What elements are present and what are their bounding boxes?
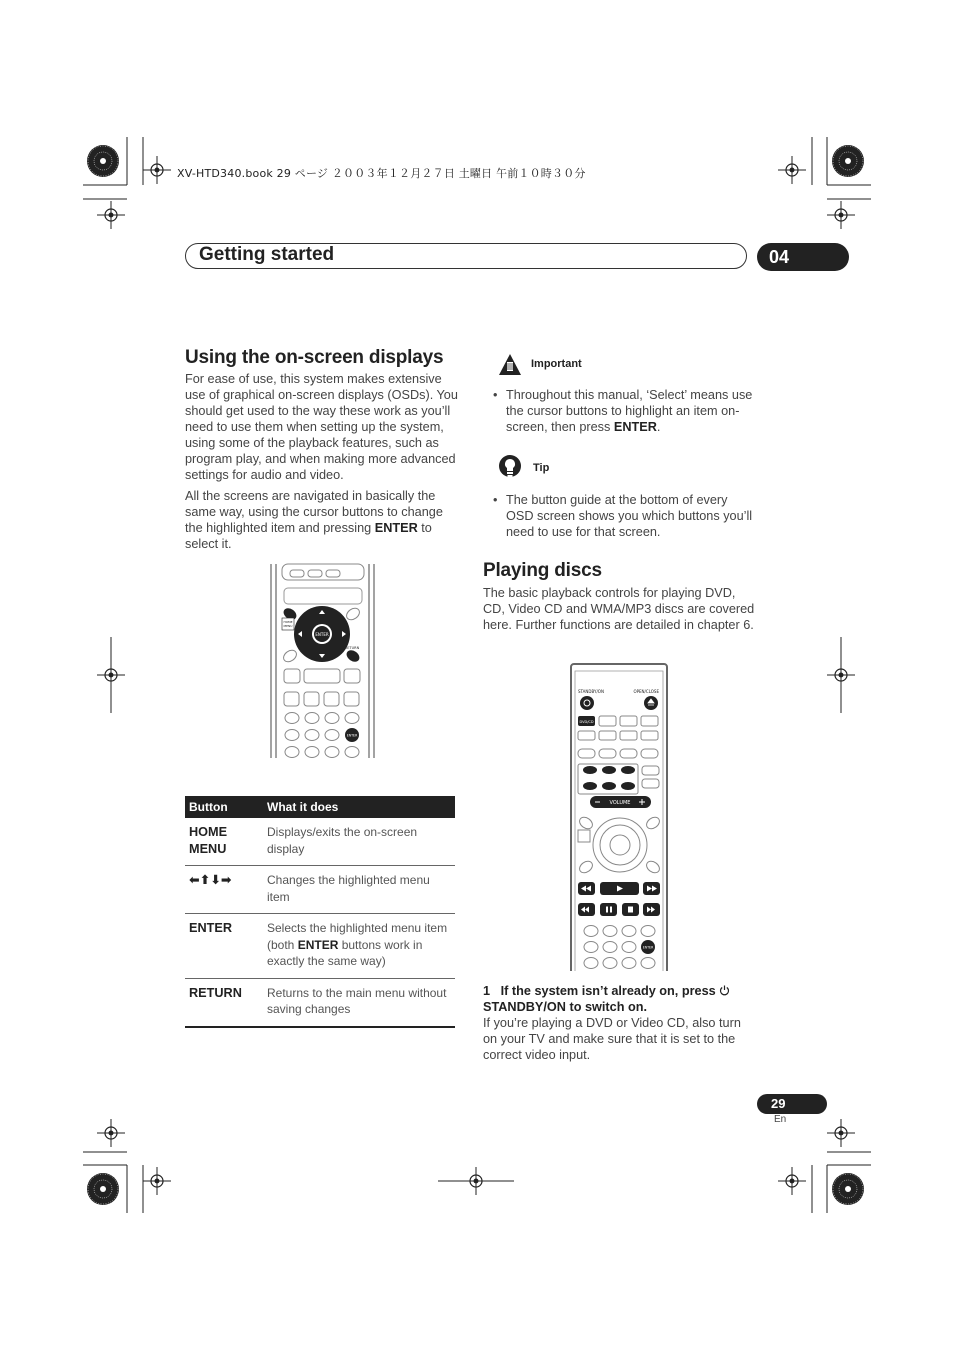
important-label: Important — [531, 358, 582, 370]
page-number-badge: 29 — [757, 1094, 827, 1114]
table-cell-description: Returns to the main menu without saving changes — [263, 978, 455, 1027]
book-file-header: XV-HTD340.book 29 ページ ２００３年１２月２７日 土曜日 午前１０時３０分 — [177, 167, 586, 180]
osd-intro-paragraph: For ease of use, this system makes extensive use of graphical on-screen displays (OSDs). You should get used to the way these work as you’ll need to use them when setting up the system, using some of the playback features, such as program play, and when making more advanced settings for audio and video. — [185, 372, 458, 482]
svg-text:ENTER: ENTER — [346, 733, 358, 738]
svg-text:MENU: MENU — [283, 624, 293, 628]
osd-navigation-paragraph: All the screens are navigated in basically the same way, using the cursor buttons to change the highlighted item and pressing ENTER to select it. — [185, 489, 443, 551]
svg-text:ENTER: ENTER — [315, 632, 329, 637]
svg-text:ENTER: ENTER — [642, 945, 654, 950]
tip-lightbulb-icon — [498, 455, 522, 481]
svg-text:OPEN/CLOSE: OPEN/CLOSE — [633, 689, 659, 694]
table-row — [185, 818, 455, 866]
table-cell-button: RETURN — [185, 978, 263, 1027]
table-cell-description: Displays/exits the on-screen display — [263, 818, 455, 866]
page-language-code: En — [774, 1114, 787, 1125]
section-heading-osd: Using the on-screen displays — [185, 347, 444, 368]
important-icon — [498, 353, 522, 377]
button-function-table — [185, 796, 455, 1028]
table-row — [185, 978, 455, 1027]
step-1-detail: If you’re playing a DVD or Video CD, also turn on your TV and make sure that it is set to the correct video input. — [483, 1016, 741, 1062]
table-cell-button: HOME MENU — [185, 818, 263, 866]
remote-cursor-illustration — [268, 562, 378, 762]
tip-label: Tip — [533, 462, 550, 474]
svg-text:DVD/CD: DVD/CD — [579, 720, 594, 724]
important-bullet: • Throughout this manual, ‘Select’ means use the cursor buttons to highlight an item on-screen, then press ENTER. — [493, 387, 758, 435]
svg-text:VOLUME: VOLUME — [609, 800, 631, 806]
standby-power-icon — [719, 985, 730, 996]
table-cell-description: Selects the highlighted menu item (both ENTER buttons work in exactly the same way) — [263, 914, 455, 979]
chapter-title: Getting started — [199, 244, 335, 265]
step-1-instruction: 1 If the system isn’t already on, press STANDBY/ON to switch on. — [483, 983, 758, 1015]
table-cell-description: Changes the highlighted menu item — [263, 866, 455, 914]
remote-control-illustration — [569, 663, 669, 973]
column-header-button: Button — [185, 796, 263, 818]
column-header-what-it-does: What it does — [263, 796, 455, 818]
tip-bullet: • The button guide at the bottom of every OSD screen shows you which buttons you’ll need to use for that screen. — [493, 492, 758, 540]
playing-discs-paragraph: The basic playback controls for playing DVD, CD, Video CD and WMA/MP3 discs are covered here. Further functions are detailed in chapter 6. — [483, 586, 755, 632]
svg-text:STANDBY/ON: STANDBY/ON — [578, 689, 604, 694]
section-heading-playing-discs: Playing discs — [483, 560, 602, 581]
table-row — [185, 914, 455, 979]
svg-text:HOME: HOME — [283, 620, 293, 624]
table-row — [185, 866, 455, 914]
table-header-row — [185, 796, 455, 818]
chapter-number-badge: 04 — [757, 243, 849, 271]
table-cell-button: ENTER — [185, 914, 263, 979]
table-cell-button: ⬅⬆⬇➡ — [185, 866, 263, 914]
svg-text:RETURN: RETURN — [344, 646, 360, 650]
